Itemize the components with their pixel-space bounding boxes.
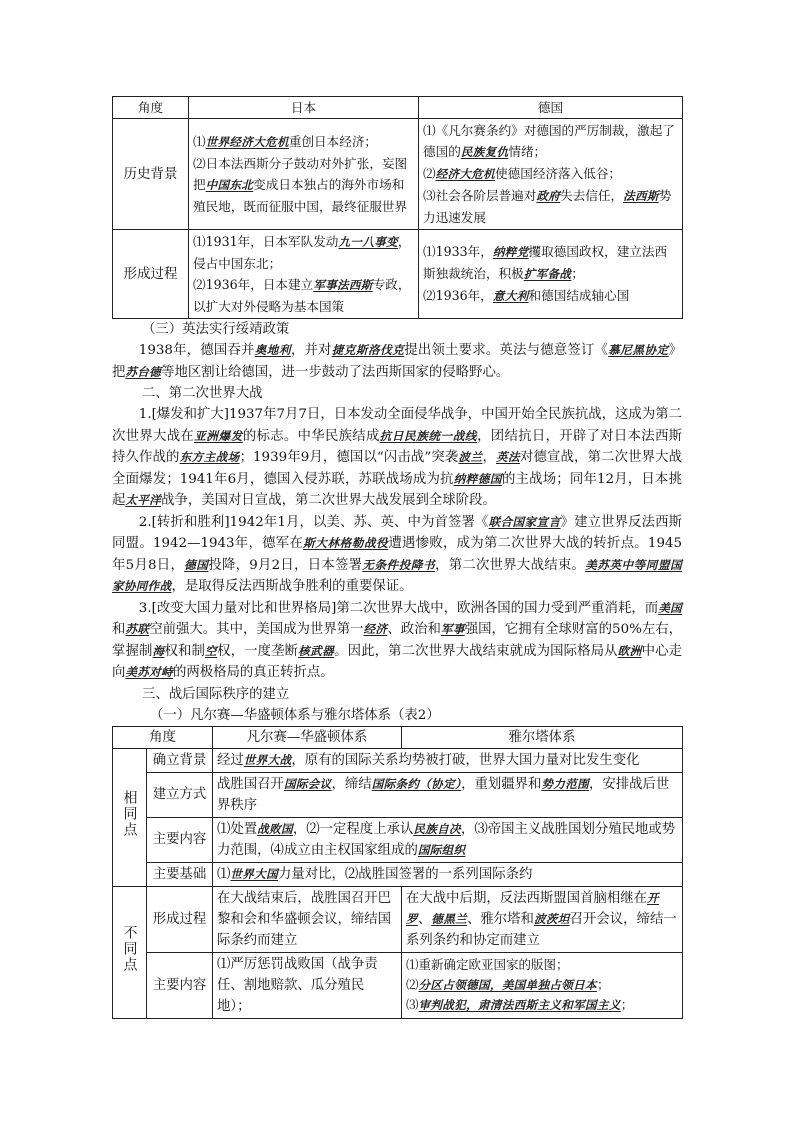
table-row xyxy=(113,230,683,319)
cell-line xyxy=(423,163,678,185)
handwritten-answer: 扩军备战 xyxy=(523,267,572,281)
handwritten-answer: 德国 xyxy=(184,557,209,572)
text-run: 攫取德国政权，建立法西斯独裁统治，积极 xyxy=(423,244,668,281)
text-run: 中心走向 xyxy=(112,643,683,680)
row-label-basis: 主要基础 xyxy=(147,862,213,886)
table-row xyxy=(113,772,683,817)
text-run: ⑶社会各阶层普遍对 xyxy=(423,188,537,203)
handwritten-answer: 纳粹党 xyxy=(492,245,529,259)
cell-versailles-content xyxy=(213,952,402,1018)
header-germany: 德国 xyxy=(419,97,683,119)
handwritten-answer: 太平洋 xyxy=(125,493,162,507)
table-japan-germany xyxy=(112,96,683,319)
text-run: ，并对 xyxy=(290,343,332,358)
text-run: ⑶ xyxy=(406,997,419,1012)
table-row xyxy=(113,817,683,862)
text-run: ⑴1933年， xyxy=(423,244,493,259)
text-run: 使德国经济落入低谷； xyxy=(495,166,622,181)
cell-same-basis xyxy=(213,862,683,886)
text-run: 失去信任， xyxy=(560,188,624,203)
text-run: 变成日本独占的海外市场和殖民地，既而征服中国，最终征服世界 xyxy=(193,177,408,214)
cell-line xyxy=(193,274,414,317)
handwritten-answer: 政府 xyxy=(536,189,561,203)
row-label-content-diff: 主要内容 xyxy=(147,952,213,1018)
table-row xyxy=(113,886,683,952)
cell-same-background xyxy=(213,748,683,772)
text-run: 战胜国召开 xyxy=(217,776,284,792)
cell-germany-background xyxy=(419,119,683,230)
text-run: ⑵ xyxy=(406,977,419,992)
text-run: 、雅尔塔和 xyxy=(466,911,534,927)
text-run: ，⑶帝国主义战胜国划分殖民地或势力范围，⑷成立由主权国家组成的 xyxy=(217,821,676,858)
text-run: 强国，它拥有全球财富的50%左右，掌握制 xyxy=(112,622,683,659)
text-run: 1938年，德国吞并 xyxy=(138,343,255,358)
handwritten-answer: 慕尼黑协定 xyxy=(608,343,669,357)
handwritten-answer: 无条件投降书 xyxy=(362,557,436,572)
cell-same-content xyxy=(213,817,683,862)
header-angle: 角度 xyxy=(113,97,189,119)
handwritten-answer: 世界经济大危机 xyxy=(205,135,289,149)
paragraph-ww2-pattern xyxy=(112,598,682,684)
handwritten-answer: 海 xyxy=(152,643,165,658)
text-run: 的标志。中华民族结成 xyxy=(242,428,380,444)
text-run: 2.[转折和胜利]1942年1月，以美、苏、英、中为首签署《 xyxy=(138,514,489,530)
cell-line xyxy=(193,231,414,274)
cell-line xyxy=(406,995,678,1015)
handwritten-answer: 军事法西斯 xyxy=(313,278,373,292)
vertical-text: 不同点 xyxy=(121,925,138,973)
text-run: ，缔结 xyxy=(331,776,372,792)
text-run: ⑴重新确定欧亚国家的版图； xyxy=(406,957,569,972)
cell-line xyxy=(406,888,678,951)
handwritten-answer: 斯大林格勒战役 xyxy=(303,536,389,550)
cell-japan-background xyxy=(189,119,419,230)
group-label-diff xyxy=(113,886,147,1018)
text-run: 投降，9月2日，日本签署 xyxy=(208,557,363,573)
cell-line xyxy=(406,975,678,995)
cell-germany-formation xyxy=(419,230,683,319)
text-run: 专政，以扩大对外侵略为基本国策 xyxy=(193,277,411,314)
header-angle: 角度 xyxy=(113,726,213,748)
text-run: 势力迅速发展 xyxy=(423,188,672,225)
cell-line xyxy=(217,954,397,1017)
text-run: ； xyxy=(596,977,610,992)
paragraph-ww2-outbreak xyxy=(112,404,682,512)
handwritten-answer: 分区占领德国，美国单独占领日本 xyxy=(418,978,597,992)
handwritten-answer: 英法 xyxy=(495,450,520,464)
text-run: 在大战结束后，战胜国召开巴黎和会和华盛顿会议，缔结国际条约而建立 xyxy=(217,890,392,948)
paragraph-ww2-turning xyxy=(112,512,682,598)
text-run: 》建立世界反法西斯同盟。1942—1943年，德军在 xyxy=(112,514,682,551)
cell-line xyxy=(217,774,678,816)
text-run: 对德宣战，第二次世界大战全面爆发；1941年6月，德国入侵苏联，苏联战场成为抗 xyxy=(112,450,683,487)
text-run: 和 xyxy=(112,622,126,637)
handwritten-answer: 波茨坦 xyxy=(533,911,570,926)
text-run: 遭遇惨败，成为第二次世界大战的转折点。1945年5月8日， xyxy=(112,536,683,573)
handwritten-answer: 德黑兰 xyxy=(431,911,467,926)
row-label-background: 历史背景 xyxy=(113,119,189,230)
text-run: ，团结抗日，开辟了对日本法西斯持久作战的 xyxy=(112,428,683,465)
text-run: ；1939年9月，德国以“闪击战”突袭 xyxy=(239,450,459,465)
cell-line xyxy=(217,888,397,951)
row-label-background: 确立背景 xyxy=(147,748,213,772)
paragraph-appeasement xyxy=(112,340,682,383)
cell-line xyxy=(217,864,678,885)
text-run: 情绪； xyxy=(508,144,547,159)
table-header-row xyxy=(113,726,683,748)
text-run: 1.[爆发和扩大]1937年7月7日，日本发动全面侵华战争，中国开始全民族抗战，这成为第二次世界大战在 xyxy=(112,407,682,444)
cell-same-method xyxy=(213,772,683,817)
text-run: 战争，美国对日宣战，第二次世界大战发展到全球阶段。 xyxy=(161,493,496,508)
text-run: ，是取得反法西斯战争胜利的重要保证。 xyxy=(171,579,413,594)
text-run: 》把 xyxy=(112,343,683,380)
text-run: 的主战场；同年12月，日本挑起 xyxy=(112,471,682,508)
document-page xyxy=(112,96,682,1019)
handwritten-answer: 军事 xyxy=(440,622,465,636)
text-run: ⑵ xyxy=(423,166,436,181)
handwritten-answer: 奥地利 xyxy=(254,343,291,357)
text-run: ⑴处置 xyxy=(217,821,258,837)
handwritten-answer: 苏联 xyxy=(125,622,150,636)
handwritten-answer: 苏台德 xyxy=(125,364,162,379)
text-run: 3.[改变大国力量对比和世界格局]第二次世界大战中，欧洲各国的国力受到严重消耗，而 xyxy=(138,600,659,616)
cell-line xyxy=(423,285,678,307)
handwritten-answer: 民族复仇 xyxy=(460,145,509,159)
text-run: ，第二次世界大战结束。 xyxy=(435,557,586,573)
text-run: 经过 xyxy=(217,752,244,768)
handwritten-answer: 意大利 xyxy=(492,289,529,303)
text-run: 力量对比，⑵战胜国签署的一系列国际条约 xyxy=(277,866,533,882)
handwritten-answer: 国际会议 xyxy=(283,776,332,791)
handwritten-answer: 战败国 xyxy=(257,821,293,836)
row-label-content: 主要内容 xyxy=(147,817,213,862)
row-label-formation: 形成过程 xyxy=(113,230,189,319)
text-run: 权，一度垄断 xyxy=(217,643,299,659)
text-run: ⑴ xyxy=(217,866,231,882)
cell-versailles-formation xyxy=(213,886,402,952)
cell-line xyxy=(193,153,414,217)
text-run: ⑵1936年，日本建立 xyxy=(193,277,314,292)
cell-line xyxy=(406,955,678,975)
cell-line xyxy=(193,131,414,153)
handwritten-answer: 势力范围 xyxy=(541,776,589,791)
text-run: ，原有的国际关系均势被打破，世界大国力量对比发生变化 xyxy=(291,752,640,768)
row-label-method: 建立方式 xyxy=(147,772,213,817)
text-run: 。因此，第二次世界大战结束就成为国际格局从 xyxy=(334,643,618,659)
handwritten-answer: 民族自决 xyxy=(413,821,461,836)
header-yalta: 雅尔塔体系 xyxy=(402,726,683,748)
vertical-text: 相同点 xyxy=(121,790,138,838)
text-run: 在大战中后期，反法西斯盟国首脑相继在 xyxy=(406,890,648,906)
table-row xyxy=(113,748,683,772)
heading-appeasement: （三）英法实行绥靖政策 xyxy=(142,322,290,337)
handwritten-answer: 欧洲 xyxy=(617,643,642,658)
heading-ww2: 二、第二次世界大战 xyxy=(142,386,263,401)
handwritten-answer: 美苏英中等同盟国家协同作战 xyxy=(112,557,682,593)
handwritten-answer: 空 xyxy=(205,643,218,658)
handwritten-answer: 抗日民族统一战线 xyxy=(379,428,478,443)
text-run: ⑵1936年， xyxy=(423,288,493,303)
text-run: ⑴严厉惩罚战败国（战争责任、割地赔款、瓜分殖民地）； xyxy=(217,956,378,1014)
handwritten-answer: 核武器 xyxy=(298,643,335,658)
text-run: 召开会议，缔结一系列条约和协定而建立 xyxy=(406,911,677,948)
handwritten-answer: 经济 xyxy=(363,622,388,636)
text-run: ； xyxy=(620,997,634,1012)
text-run: 等地区割让给德国，进一步鼓动了法西斯国家的侵略野心。 xyxy=(161,364,510,380)
text-run: 权和制 xyxy=(164,643,206,659)
subheading-systems: （一）凡尔赛—华盛顿体系与雅尔塔体系（表2） xyxy=(150,707,440,723)
cell-line xyxy=(217,819,678,861)
handwritten-answer: 联合国家宣言 xyxy=(488,514,561,529)
text-run: ，重划疆界和 xyxy=(461,776,542,792)
handwritten-answer: 捷克斯洛伐克 xyxy=(331,343,405,357)
cell-line xyxy=(423,120,678,163)
handwritten-answer: 纳粹德国 xyxy=(453,471,502,486)
text-run: 的两极格局的真正转折点。 xyxy=(172,665,334,680)
handwritten-answer: 开罗 xyxy=(406,890,659,926)
row-label-formation: 形成过程 xyxy=(147,886,213,952)
handwritten-answer: 世界大战 xyxy=(243,752,292,767)
text-run: ⑴《凡尔赛条约》对德国的严厉制裁，激起了德国的 xyxy=(423,123,675,159)
text-run: ⑴ xyxy=(193,134,206,149)
cell-japan-formation xyxy=(189,230,419,319)
text-run: ，侵占中国东北； xyxy=(193,234,411,271)
handwritten-answer: 东方主战场 xyxy=(179,450,240,464)
text-run: 、 xyxy=(417,911,432,927)
text-run: ⑴1931年，日本军队发动 xyxy=(193,234,339,249)
text-run: ， xyxy=(482,450,496,465)
text-run: ； xyxy=(571,266,584,281)
handwritten-answer: 波兰 xyxy=(458,450,483,464)
text-run: ，安排战后世界秩序 xyxy=(217,776,670,813)
cell-yalta-content xyxy=(402,952,683,1018)
text-run: 提出领土要求。英法与德意签订《 xyxy=(404,343,609,358)
table-systems xyxy=(112,726,683,1019)
cell-line xyxy=(217,750,678,771)
table-row xyxy=(113,952,683,1018)
handwritten-answer: 经济大危机 xyxy=(435,167,496,181)
handwritten-answer: 中国东北 xyxy=(205,178,254,192)
table-header-row xyxy=(113,97,683,119)
text-run: ⑵日本法西斯分子鼓动对外扩张，妄图把 xyxy=(193,156,408,192)
text-run: 空前强大。其中，美国成为世界第一 xyxy=(149,622,364,637)
handwritten-answer: 美国 xyxy=(658,600,682,615)
handwritten-answer: 国际条约（协定） xyxy=(371,776,462,791)
text-run: 和德国结成轴心国 xyxy=(528,288,630,303)
header-japan: 日本 xyxy=(189,97,419,119)
handwritten-answer: 亚洲爆发 xyxy=(194,428,243,443)
text-run: 、政治和 xyxy=(387,622,441,637)
handwritten-answer: 世界大国 xyxy=(230,866,278,881)
heading-postwar-order: 三、战后国际秩序的建立 xyxy=(142,686,290,702)
handwritten-answer: 审判战犯，肃清法西斯主义和军国主义 xyxy=(418,998,621,1012)
text-run: 重创日本经济； xyxy=(288,134,378,149)
group-label-same xyxy=(113,748,147,886)
cell-yalta-formation xyxy=(402,886,683,952)
text-run: ，⑵一定程度上承认 xyxy=(292,821,414,837)
handwritten-answer: 法西斯 xyxy=(623,189,659,203)
table-row xyxy=(113,119,683,230)
cell-line xyxy=(423,241,678,285)
handwritten-answer: 九一八事变 xyxy=(338,235,398,249)
table-row xyxy=(113,862,683,886)
cell-line xyxy=(423,185,678,228)
handwritten-answer: 美苏对峙 xyxy=(125,665,173,679)
handwritten-answer: 国际组织 xyxy=(417,842,466,857)
header-versailles: 凡尔赛—华盛顿体系 xyxy=(213,726,402,748)
